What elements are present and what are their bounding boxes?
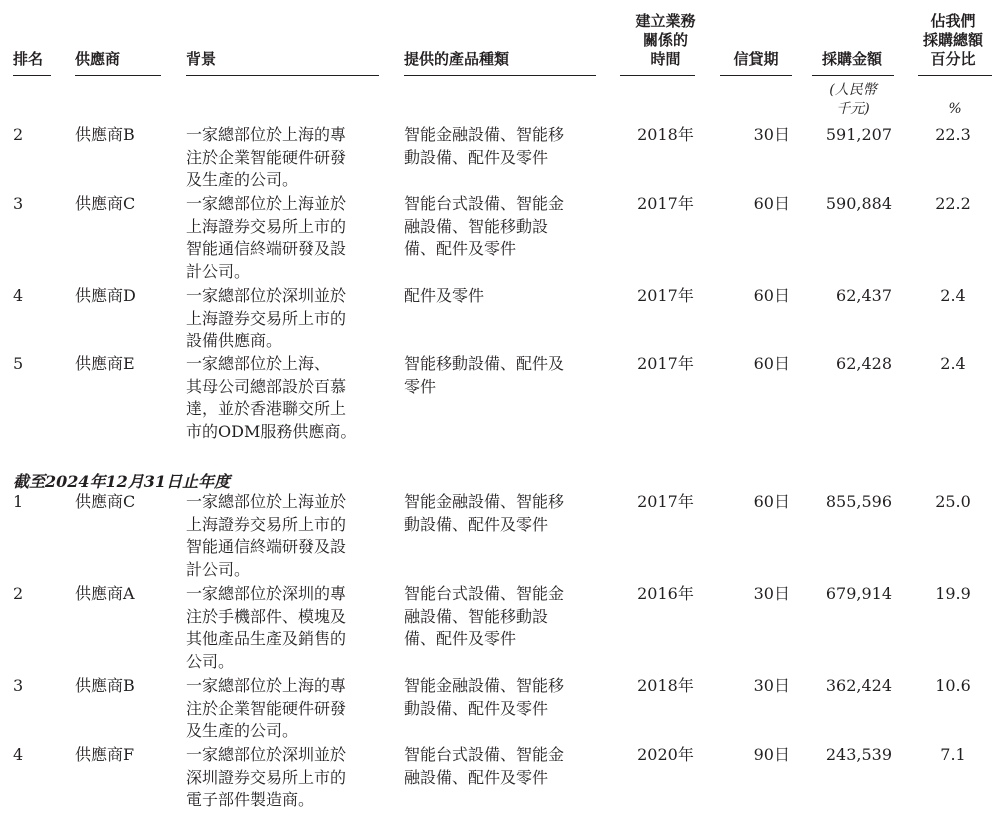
- products-cell: [404, 193, 564, 261]
- background-line: 一家總部位於上海的專: [186, 125, 347, 144]
- header-percent-line: 百分比: [930, 50, 976, 68]
- supplier-cell: 供應商C: [75, 492, 136, 511]
- supplier-cell: 供應商B: [75, 125, 135, 144]
- rank-cell: 5: [13, 354, 24, 373]
- products-line: 動設備、配件及零件: [404, 698, 549, 718]
- year-cell: 2017年: [637, 194, 694, 213]
- credit-cell: 90日: [753, 745, 790, 764]
- products-line: 動設備、配件及零件: [404, 514, 549, 534]
- supplier-cell: 供應商E: [75, 354, 135, 373]
- year-cell: 2016年: [637, 584, 694, 603]
- section-title: 截至2024年12月31日止年度: [13, 472, 231, 491]
- rank-cell: 1: [13, 492, 24, 511]
- header-rule-products: [404, 75, 596, 76]
- background-line: 上海證券交易所上市的: [186, 308, 347, 328]
- rank-cell: 4: [13, 286, 24, 305]
- products-cell: [404, 583, 564, 651]
- year-cell: 2017年: [637, 286, 694, 305]
- supplier-cell: 供應商B: [75, 676, 135, 695]
- products-line: 融設備、智能移動設: [404, 606, 549, 626]
- header-rule-background: [186, 75, 379, 76]
- rank-cell: 3: [13, 676, 24, 695]
- rank-cell: 3: [13, 194, 24, 213]
- background-line: 深圳證券交易所上市的: [186, 767, 347, 787]
- products-line: 智能台式設備、智能金: [404, 584, 565, 603]
- header-rule-amount: [812, 75, 894, 76]
- rank-cell: 4: [13, 745, 24, 764]
- percent-unit: %: [948, 101, 962, 117]
- supplier-cell: 供應商A: [75, 584, 135, 603]
- credit-cell: 60日: [753, 492, 790, 511]
- background-cell: [186, 491, 346, 582]
- header-percent: [915, 12, 991, 69]
- background-line: 注於企業智能硬件研發: [186, 698, 347, 718]
- products-cell: [404, 744, 564, 789]
- background-line: 一家總部位於上海的專: [186, 676, 347, 695]
- products-line: 動設備、配件及零件: [404, 147, 549, 167]
- year-cell: 2018年: [637, 676, 694, 695]
- credit-cell: 60日: [753, 286, 790, 305]
- header-percent-line: 佔我們: [930, 12, 976, 30]
- credit-cell: 60日: [753, 194, 790, 213]
- credit-cell: 30日: [753, 125, 790, 144]
- background-line: 及生產的公司。: [186, 721, 299, 741]
- background-line: 智能通信終端研發及設: [186, 239, 347, 259]
- credit-cell: 60日: [753, 354, 790, 373]
- header-relationship-line: 時間: [650, 50, 681, 68]
- background-line: 計公司。: [186, 560, 251, 580]
- products-cell: [404, 124, 564, 169]
- background-line: 智能通信終端研發及設: [186, 537, 347, 557]
- background-cell: [186, 124, 346, 192]
- supplier-cell: 供應商C: [75, 194, 136, 213]
- header-rule-relationship: [620, 75, 695, 76]
- background-line: 上海證券交易所上市的: [186, 514, 347, 534]
- percent-cell: 2.4: [940, 286, 966, 305]
- supplier-cell: 供應商D: [75, 286, 136, 305]
- header-rule-rank: [13, 75, 51, 76]
- header-relationship-line: 建立業務: [635, 12, 696, 30]
- header-relationship-time: [618, 12, 713, 69]
- amount-cell: 591,207: [825, 125, 892, 144]
- header-amount: 採購金額: [821, 50, 882, 68]
- products-line: 智能台式設備、智能金: [404, 745, 565, 764]
- background-line: 一家總部位於深圳並於: [186, 286, 347, 305]
- products-cell: [404, 353, 564, 398]
- amount-cell: 62,437: [836, 286, 892, 305]
- rank-cell: 2: [13, 584, 24, 603]
- products-line: 備、配件及零件: [404, 239, 517, 259]
- background-line: 電子部件製造商。: [186, 790, 315, 810]
- products-line: 零件: [404, 376, 437, 396]
- background-line: 一家總部位於上海並於: [186, 492, 347, 511]
- products-line: 智能金融設備、智能移: [404, 676, 565, 695]
- percent-cell: 22.2: [935, 194, 971, 213]
- year-cell: 2017年: [637, 354, 694, 373]
- background-line: 一家總部位於上海、: [186, 354, 331, 373]
- amount-unit: [812, 81, 894, 119]
- background-line: 達，並於香港聯交所上: [186, 399, 347, 419]
- credit-cell: 30日: [753, 676, 790, 695]
- header-supplier: 供應商: [75, 50, 121, 68]
- background-line: 公司。: [186, 652, 235, 672]
- rank-cell: 2: [13, 125, 24, 144]
- amount-cell: 590,884: [825, 194, 892, 213]
- background-line: 一家總部位於深圳並於: [186, 745, 347, 764]
- credit-cell: 30日: [753, 584, 790, 603]
- header-percent-line: 採購總額: [922, 31, 983, 49]
- background-cell: [186, 285, 346, 353]
- amount-cell: 855,596: [825, 492, 892, 511]
- amount-unit-line: 千元): [836, 101, 870, 117]
- background-line: 設備供應商。: [186, 331, 283, 351]
- background-line: 及生產的公司。: [186, 170, 299, 190]
- background-cell: [186, 675, 346, 743]
- products-line: 融設備、配件及零件: [404, 767, 549, 787]
- percent-cell: 19.9: [935, 584, 971, 603]
- amount-cell: 679,914: [825, 584, 892, 603]
- header-relationship-line: 關係的: [642, 31, 688, 49]
- background-line: 一家總部位於深圳的專: [186, 584, 347, 603]
- products-line: 配件及零件: [404, 286, 485, 305]
- background-line: 其他產品生產及銷售的: [186, 629, 347, 649]
- supplier-cell: 供應商F: [75, 745, 135, 764]
- background-line: 注於手機部件、模塊及: [186, 606, 347, 626]
- amount-cell: 243,539: [825, 745, 892, 764]
- header-background: 背景: [186, 50, 217, 68]
- background-line: 計公司。: [186, 262, 251, 282]
- header-credit: 信貸期: [733, 50, 779, 68]
- year-cell: 2020年: [637, 745, 694, 764]
- background-line: 其母公司總部設於百慕: [186, 376, 347, 396]
- amount-cell: 62,428: [836, 354, 892, 373]
- products-cell: [404, 285, 484, 308]
- percent-cell: 25.0: [935, 492, 971, 511]
- background-cell: [186, 353, 356, 444]
- products-line: 智能移動設備、配件及: [404, 354, 565, 373]
- percent-cell: 22.3: [935, 125, 971, 144]
- header-rule-credit: [720, 75, 792, 76]
- background-line: 注於企業智能硬件研發: [186, 147, 347, 167]
- products-line: 智能金融設備、智能移: [404, 125, 565, 144]
- background-line: 一家總部位於上海並於: [186, 194, 347, 213]
- products-cell: [404, 675, 564, 720]
- background-cell: [186, 193, 346, 284]
- products-cell: [404, 491, 564, 536]
- header-rank: 排名: [13, 50, 44, 68]
- header-products: 提供的產品種類: [404, 50, 510, 68]
- percent-cell: 2.4: [940, 354, 966, 373]
- year-cell: 2017年: [637, 492, 694, 511]
- amount-unit-line: (人民幣: [829, 82, 877, 98]
- products-line: 備、配件及零件: [404, 629, 517, 649]
- year-cell: 2018年: [637, 125, 694, 144]
- background-line: 市的ODM服務供應商。: [186, 422, 357, 442]
- header-rule-supplier: [75, 75, 161, 76]
- products-line: 智能金融設備、智能移: [404, 492, 565, 511]
- products-line: 融設備、智能移動設: [404, 216, 549, 236]
- percent-cell: 10.6: [935, 676, 971, 695]
- products-line: 智能台式設備、智能金: [404, 194, 565, 213]
- background-cell: [186, 744, 346, 812]
- background-line: 上海證券交易所上市的: [186, 216, 347, 236]
- header-rule-percent: [918, 75, 992, 76]
- background-cell: [186, 583, 346, 674]
- percent-cell: 7.1: [940, 745, 966, 764]
- amount-cell: 362,424: [825, 676, 892, 695]
